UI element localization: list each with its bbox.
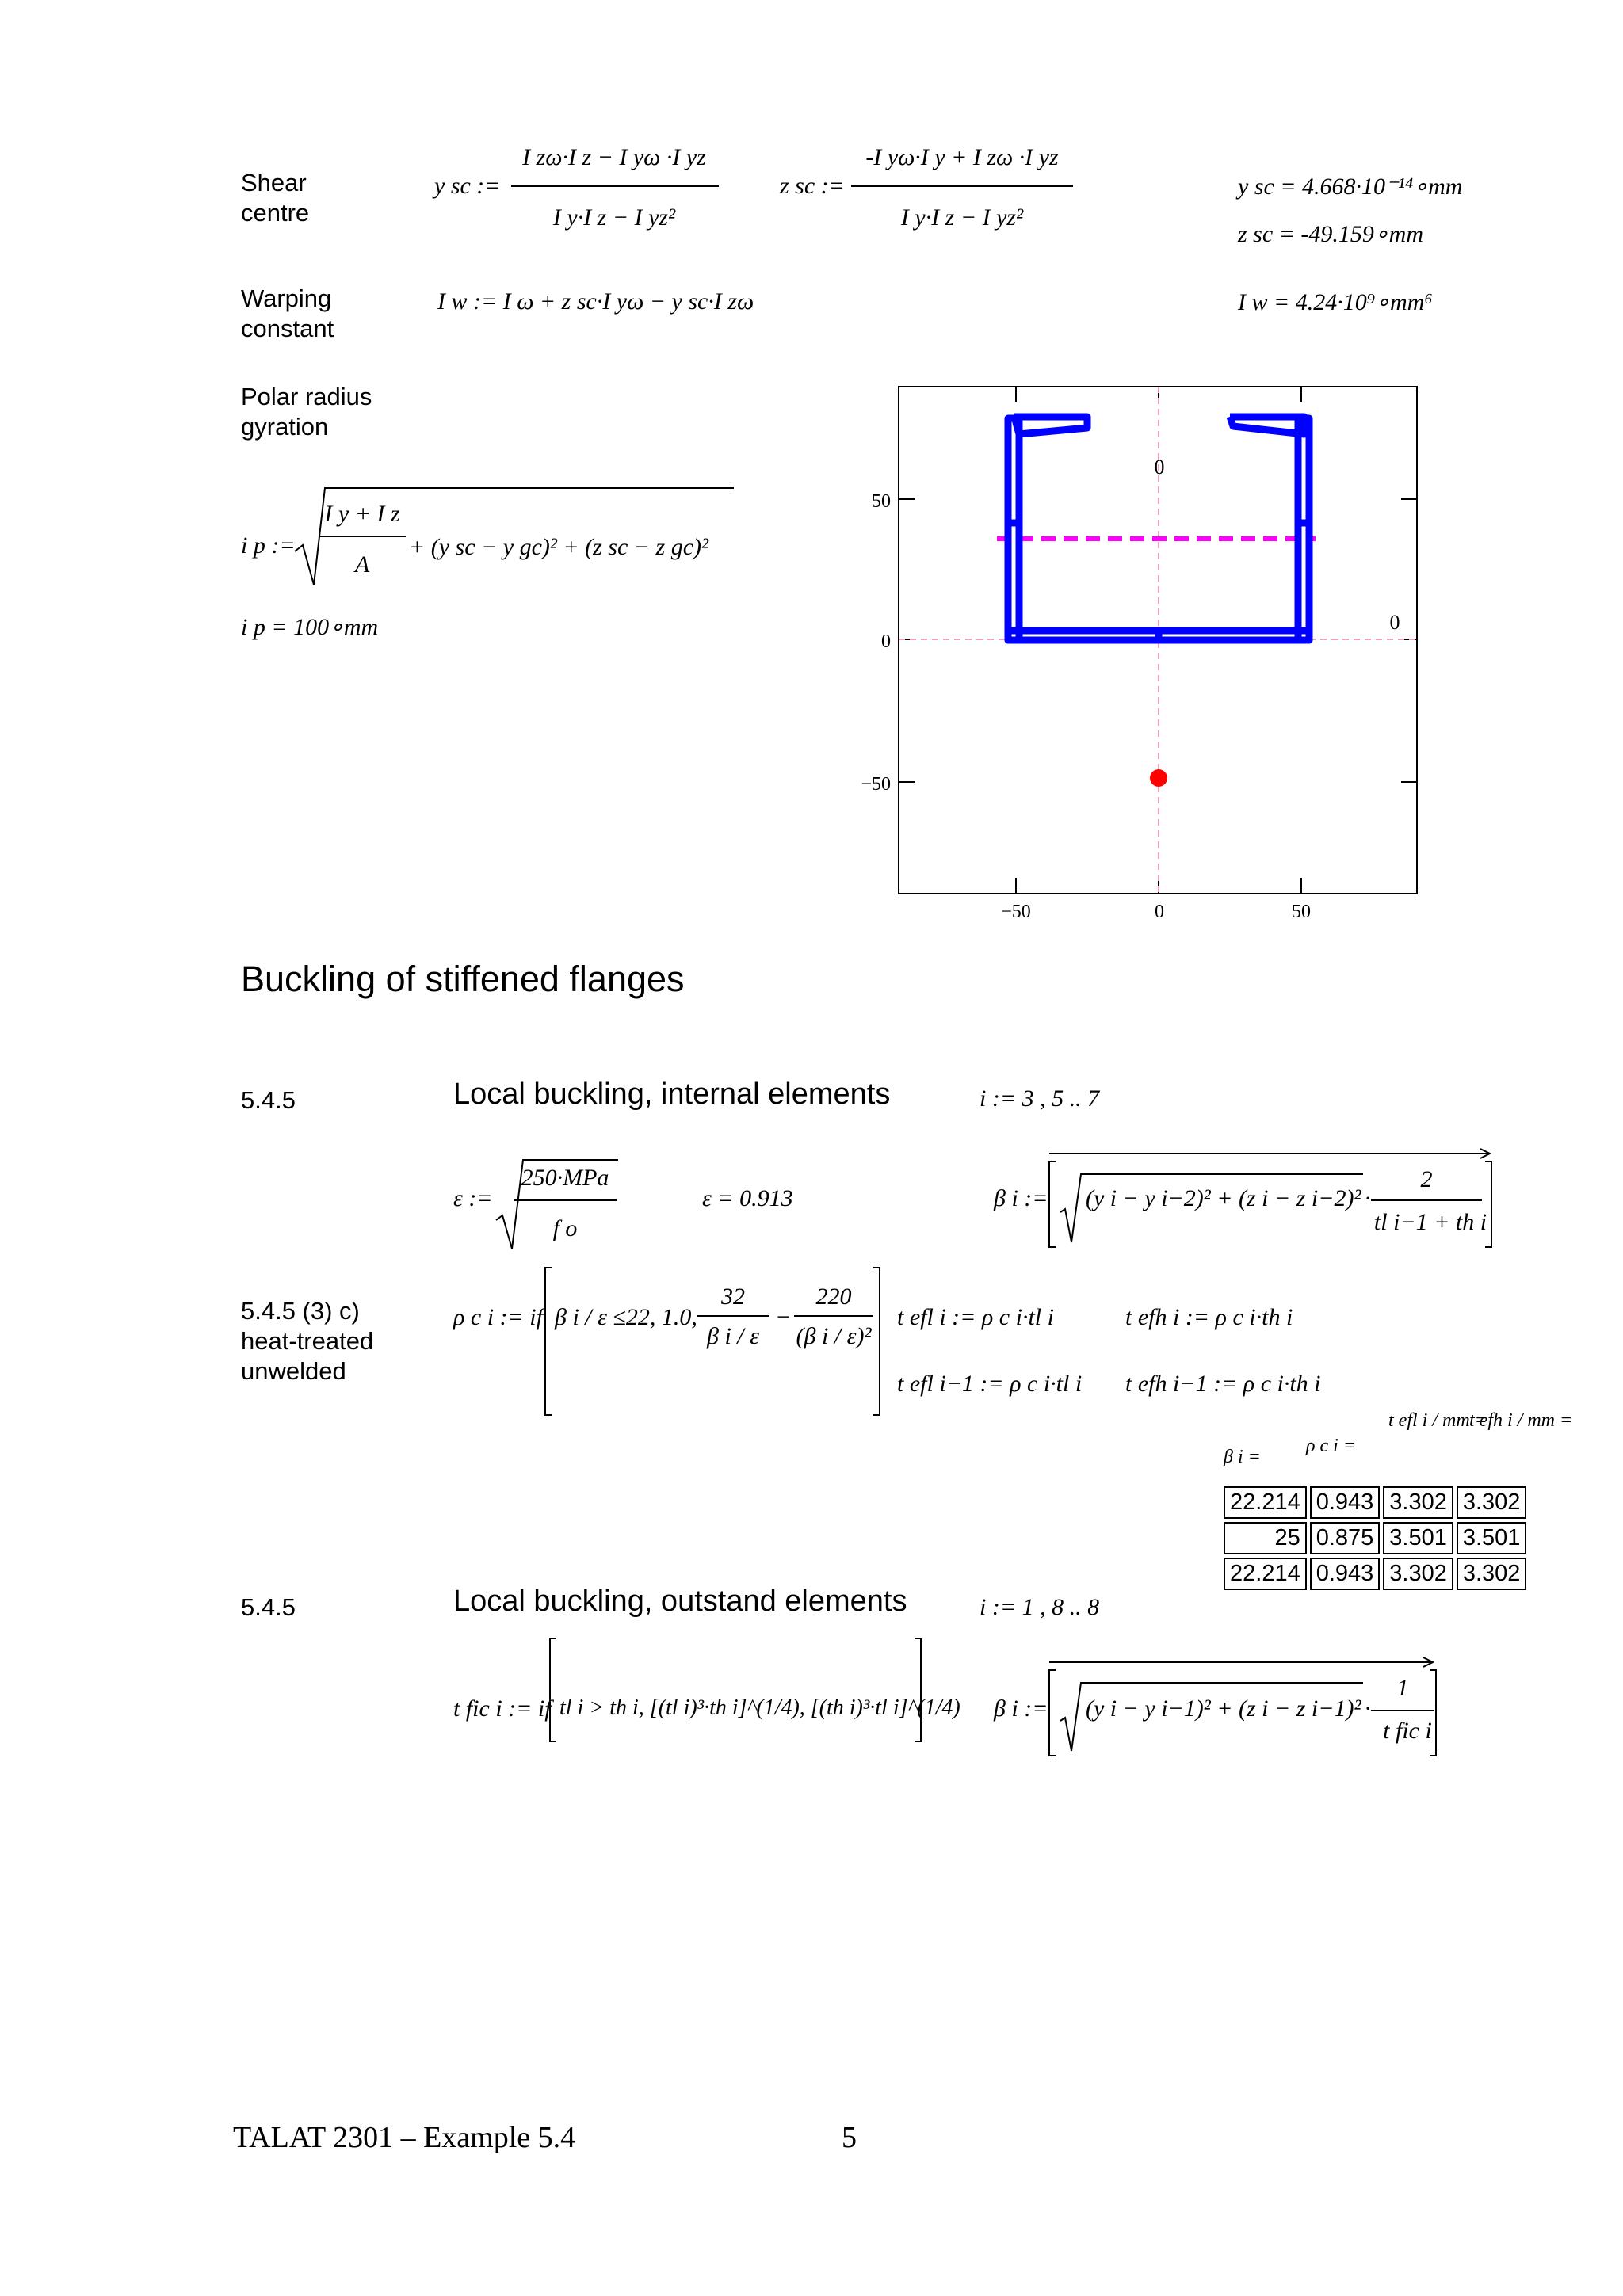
y-tick-label: −50 xyxy=(861,774,891,795)
beta2-denominator: t fic i xyxy=(1383,1718,1432,1744)
rho-b-denominator: (β i / ε)² xyxy=(796,1323,872,1349)
ip-result: i p = 100∘mm xyxy=(241,614,379,640)
beta2-mult: · xyxy=(1365,1695,1371,1722)
zsc-lhs: z sc := xyxy=(780,173,845,199)
table-cell: 22.214 xyxy=(1224,1558,1307,1590)
zsc-numerator: -I yω·I y + I zω ·I yz xyxy=(865,144,1059,170)
outstand-clause: 5.4.5 xyxy=(241,1593,296,1621)
tefh-i: t efh i := ρ c i·th i xyxy=(1125,1304,1293,1330)
page-number: 5 xyxy=(842,2121,857,2154)
eps-fraction-bar xyxy=(514,1199,617,1201)
rho-b-numerator: 220 xyxy=(815,1283,852,1310)
internal-range: i := 3 , 5 .. 7 xyxy=(980,1085,1100,1112)
table-row xyxy=(1224,1486,1526,1519)
rho-minus: − xyxy=(775,1304,792,1330)
table-cell: 0.875 xyxy=(1310,1522,1381,1554)
beta-mult: · xyxy=(1365,1185,1371,1211)
y-tick-label: 0 xyxy=(881,631,891,652)
beta2-lhs: β i := xyxy=(994,1695,1048,1722)
outstand-title: Local buckling, outstand elements xyxy=(453,1585,907,1618)
table-row xyxy=(1224,1522,1526,1554)
rho-lhs: ρ c i := if xyxy=(453,1304,543,1330)
warping-constant-label: Warping constant xyxy=(241,284,334,342)
beta2-inner: (y i − y i−1)² + (z i − z i−1)² xyxy=(1086,1695,1361,1722)
eps-result: ε = 0.913 xyxy=(702,1185,793,1211)
beta2-numerator: 1 xyxy=(1396,1675,1409,1701)
ip-numerator: I y + I z xyxy=(324,501,400,527)
table-cell: 22.214 xyxy=(1224,1486,1307,1519)
table-cell: 3.302 xyxy=(1383,1558,1453,1590)
eps-numerator: 250·MPa xyxy=(521,1165,609,1191)
rho-a-denominator: β i / ε xyxy=(707,1323,759,1349)
beta2-fraction-bar xyxy=(1371,1710,1434,1711)
table-header-rho: ρ c i = xyxy=(1306,1436,1357,1456)
beta-inner: (y i − y i−2)² + (z i − z i−2)² xyxy=(1086,1185,1361,1211)
ysc-lhs: y sc := xyxy=(434,173,501,199)
ip-lhs: i p := xyxy=(241,532,296,559)
ip-rest: + (y sc − y gc)² + (z sc − z gc)² xyxy=(409,534,709,560)
beta-numerator: 2 xyxy=(1420,1166,1433,1192)
table-cell: 3.302 xyxy=(1457,1558,1527,1590)
beta-lhs: β i := xyxy=(994,1185,1048,1211)
zsc-fraction-bar xyxy=(851,185,1073,187)
tefh-im1: t efh i−1 := ρ c i·th i xyxy=(1125,1371,1321,1397)
shear-centre-point xyxy=(1150,769,1167,787)
shear-centre-label: Shear centre xyxy=(241,169,310,227)
ysc-numerator: I zω·I z − I yω ·I yz xyxy=(522,144,706,170)
tfic-lhs: t fic i := if xyxy=(453,1695,552,1722)
ip-fraction-bar xyxy=(319,536,406,537)
buckling-heading: Buckling of stiffened flanges xyxy=(241,959,685,999)
ip-denominator: A xyxy=(354,551,370,578)
table-cell: 3.302 xyxy=(1457,1486,1527,1519)
outstand-range: i := 1 , 8 .. 8 xyxy=(980,1594,1100,1620)
rho-a-fraction-bar xyxy=(697,1315,769,1317)
footer-title: TALAT 2301 – Example 5.4 xyxy=(233,2121,576,2154)
table-cell: 3.302 xyxy=(1383,1486,1453,1519)
table-header-beta: β i = xyxy=(1224,1447,1261,1467)
method-clause: 5.4.5 (3) c) heat-treated unwelded xyxy=(241,1297,374,1385)
zsc-denominator: I y·I z − I yz² xyxy=(900,204,1024,231)
plot-right-label: 0 xyxy=(1389,611,1400,634)
eps-denominator: f o xyxy=(552,1215,578,1241)
tefl-im1: t efl i−1 := ρ c i·tl i xyxy=(897,1371,1083,1397)
table-cell: 25 xyxy=(1224,1522,1307,1554)
tefl-i: t efl i := ρ c i·tl i xyxy=(897,1304,1054,1330)
channel-profile xyxy=(1008,417,1309,640)
beta-fraction-bar xyxy=(1371,1199,1482,1201)
zsc-result: z sc = -49.159∘mm xyxy=(1238,221,1424,247)
ysc-fraction-bar xyxy=(511,185,719,187)
table-header-tefl: t efl i / mm = xyxy=(1388,1410,1487,1431)
ysc-denominator: I y·I z − I yz² xyxy=(552,204,676,231)
table-row xyxy=(1224,1558,1526,1590)
ysc-result: y sc = 4.668·10⁻¹⁴∘mm xyxy=(1238,174,1463,200)
rho-condition: β i / ε ≤22, 1.0, xyxy=(555,1304,697,1330)
table-cell: 0.943 xyxy=(1310,1558,1381,1590)
cross-section-plot xyxy=(856,380,1522,919)
table-cell: 3.501 xyxy=(1383,1522,1453,1554)
table-header-tefh: t efh i / mm = xyxy=(1469,1410,1573,1431)
beta-denominator: tl i−1 + th i xyxy=(1373,1209,1487,1235)
polar-radius-label: Polar radius gyration xyxy=(241,383,372,441)
y-tick-label: 50 xyxy=(872,491,891,512)
rho-b-fraction-bar xyxy=(794,1315,873,1317)
iw-formula: I w := I ω + z sc·I yω − y sc·I zω xyxy=(437,288,754,315)
tfic-body: tl i > th i, [(tl i)³·th i]^(1/4), [(th i)³·tl i]^(1/4) xyxy=(559,1695,960,1720)
eps-lhs: ε := xyxy=(453,1185,493,1211)
if-bracket-icon xyxy=(547,1635,927,1746)
table-cell: 0.943 xyxy=(1310,1486,1381,1519)
iw-result: I w = 4.24·10⁹∘mm⁶ xyxy=(1238,289,1433,315)
results-table xyxy=(1220,1483,1529,1593)
x-tick-label: −50 xyxy=(1001,902,1031,919)
x-tick-label: 50 xyxy=(1292,902,1311,919)
plot-top-label: 0 xyxy=(1154,456,1165,479)
table-cell: 3.501 xyxy=(1457,1522,1527,1554)
x-tick-label: 0 xyxy=(1155,902,1164,919)
internal-clause: 5.4.5 xyxy=(241,1086,296,1114)
rho-a-numerator: 32 xyxy=(721,1283,745,1310)
internal-title: Local buckling, internal elements xyxy=(453,1077,891,1111)
